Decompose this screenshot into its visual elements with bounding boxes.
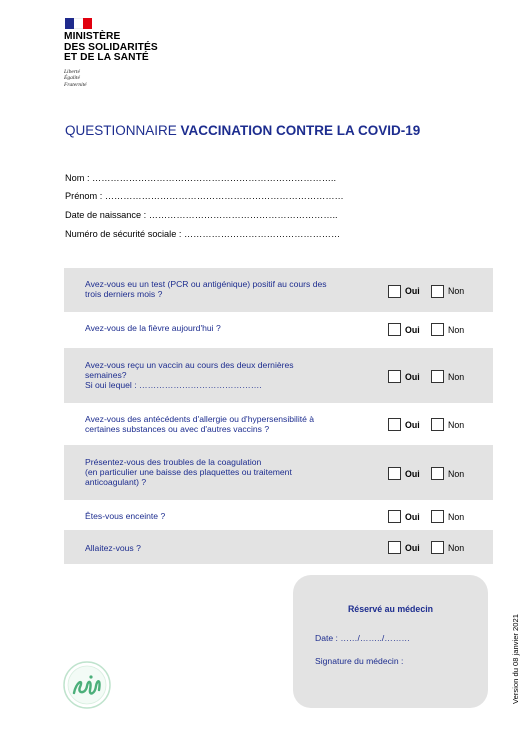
checkbox-oui[interactable] xyxy=(388,285,401,298)
secu-field[interactable]: Numéro de sécurité sociale : …………………………………………… xyxy=(65,229,341,239)
label-oui: Oui xyxy=(405,286,420,296)
checkbox-non[interactable] xyxy=(431,467,444,480)
checkbox-oui[interactable] xyxy=(388,370,401,383)
question-text xyxy=(85,511,360,521)
ministry-line-1: MINISTÈRE xyxy=(64,31,121,42)
question-text xyxy=(85,414,360,434)
label-non: Non xyxy=(448,325,465,335)
checkbox-non[interactable] xyxy=(431,418,444,431)
checkbox-oui[interactable] xyxy=(388,541,401,554)
question-text xyxy=(85,543,360,553)
question-text xyxy=(85,360,360,391)
date-naissance-field[interactable]: Date de naissance : …………………………………………………….. xyxy=(65,210,338,220)
question-line: anticoagulant) ? xyxy=(85,477,147,488)
label-non: Non xyxy=(448,372,465,382)
question-line: Avez-vous des antécédents d'allergie ou d'hypersensibilité à xyxy=(85,414,315,424)
doctor-signature-field[interactable]: Signature du médecin : xyxy=(315,656,404,666)
nom-field[interactable]: Nom : …………………………………………………………………….. xyxy=(65,173,337,183)
question-line: Avez-vous de la fièvre aujourd'hui ? xyxy=(85,323,221,333)
checkbox-oui[interactable] xyxy=(388,323,401,336)
question-line: trois derniers mois ? xyxy=(85,289,163,300)
question-text xyxy=(85,323,360,333)
doctor-title: Réservé au médecin xyxy=(347,604,434,614)
motto-fraternite: Fraternité xyxy=(64,81,87,88)
checkbox-oui[interactable] xyxy=(388,418,401,431)
label-oui: Oui xyxy=(405,420,420,430)
label-oui: Oui xyxy=(405,512,420,522)
question-line: semaines? xyxy=(85,370,127,381)
ministry-line-3: ET DE LA SANTÉ xyxy=(64,52,149,63)
checkbox-non[interactable] xyxy=(431,323,444,336)
prenom-field[interactable]: Prénom : …………………………………………………………………… xyxy=(65,191,344,201)
checkbox-non[interactable] xyxy=(431,510,444,523)
label-non: Non xyxy=(448,543,465,553)
checkbox-non[interactable] xyxy=(431,285,444,298)
label-non: Non xyxy=(448,469,465,479)
motto-liberte: Liberté xyxy=(64,69,80,75)
question-line: (en particulier une baisse des plaquettes ou traitement xyxy=(85,467,292,478)
motto-egalite: Égalité xyxy=(64,75,80,82)
republic-motto xyxy=(64,69,87,88)
spif-logo xyxy=(62,660,112,710)
page-title xyxy=(65,123,420,138)
checkbox-oui[interactable] xyxy=(388,510,401,523)
label-oui: Oui xyxy=(405,372,420,382)
checkbox-non[interactable] xyxy=(431,370,444,383)
title-part-1: QUESTIONNAIRE xyxy=(65,123,181,138)
ministry-name xyxy=(64,32,158,64)
question-line: Avez-vous reçu un vaccin au cours des deux dernières xyxy=(85,360,294,370)
question-text xyxy=(85,457,360,488)
question-line: Présentez-vous des troubles de la coagulation xyxy=(85,457,262,467)
question-line: Avez-vous eu un test (PCR ou antigénique) positif au cours des xyxy=(85,279,327,289)
checkbox-oui[interactable] xyxy=(388,467,401,480)
french-flag-icon xyxy=(65,18,92,29)
question-line: Si oui lequel : ……………………………………. xyxy=(85,380,262,391)
label-oui: Oui xyxy=(405,543,420,553)
label-non: Non xyxy=(448,512,465,522)
doctor-date-field[interactable]: Date : ……/……../……… xyxy=(315,633,411,643)
label-non: Non xyxy=(448,286,465,296)
question-line: certaines substances ou avec d'autres vaccins ? xyxy=(85,424,270,435)
version-note: Version du 08 janvier 2021 xyxy=(511,614,520,704)
label-non: Non xyxy=(448,420,465,430)
label-oui: Oui xyxy=(405,469,420,479)
ministry-line-2: DES SOLIDARITÉS xyxy=(64,41,158,53)
question-text xyxy=(85,279,360,299)
label-oui: Oui xyxy=(405,325,420,335)
question-line: Allaitez-vous ? xyxy=(85,543,141,553)
checkbox-non[interactable] xyxy=(431,541,444,554)
question-line: Êtes-vous enceinte ? xyxy=(85,511,166,521)
title-part-2: VACCINATION CONTRE LA COVID-19 xyxy=(180,123,421,138)
